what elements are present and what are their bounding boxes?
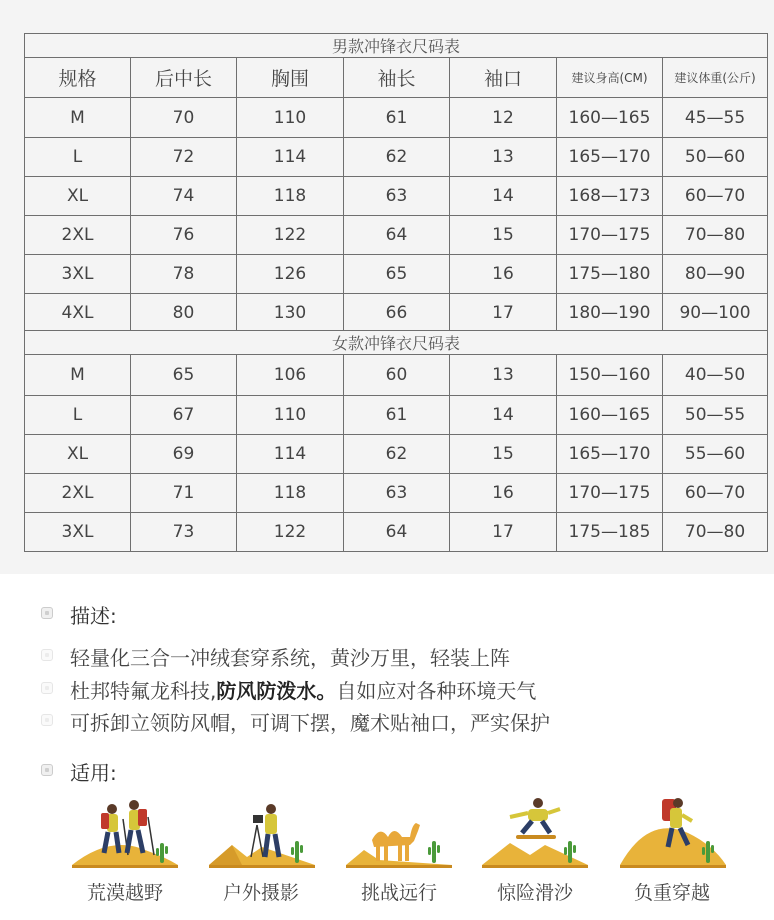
cell-sleeve: 63 bbox=[344, 177, 450, 216]
table-row bbox=[25, 294, 768, 333]
bullet-icon bbox=[41, 682, 53, 694]
cell-cuff: 17 bbox=[450, 513, 557, 552]
cell-size: XL bbox=[25, 177, 131, 216]
cell-height: 165—170 bbox=[557, 435, 663, 474]
cell-back-length: 67 bbox=[131, 396, 237, 435]
men-size-table bbox=[24, 33, 768, 333]
table-row bbox=[25, 355, 768, 396]
cell-size: 2XL bbox=[25, 216, 131, 255]
cell-height: 175—180 bbox=[557, 255, 663, 294]
col-header-cuff: 袖口 bbox=[450, 58, 557, 98]
cell-chest: 114 bbox=[237, 435, 344, 474]
cell-size: 3XL bbox=[25, 255, 131, 294]
cell-height: 175—185 bbox=[557, 513, 663, 552]
cell-weight: 80—90 bbox=[663, 255, 768, 294]
cell-weight: 40—50 bbox=[663, 355, 768, 396]
cell-weight: 45—55 bbox=[663, 98, 768, 138]
cell-back-length: 71 bbox=[131, 474, 237, 513]
table-row bbox=[25, 138, 768, 177]
table-row bbox=[25, 474, 768, 513]
cell-cuff: 14 bbox=[450, 177, 557, 216]
desert-hiking-icon bbox=[70, 795, 180, 870]
cell-size: M bbox=[25, 98, 131, 138]
cell-weight: 60—70 bbox=[663, 474, 768, 513]
usage-label-desert-hiking: 荒漠越野 bbox=[86, 882, 163, 904]
cell-chest: 122 bbox=[237, 216, 344, 255]
col-header-size: 规格 bbox=[25, 58, 131, 98]
cell-sleeve: 64 bbox=[344, 216, 450, 255]
cell-cuff: 16 bbox=[450, 255, 557, 294]
cell-cuff: 13 bbox=[450, 138, 557, 177]
cell-height: 165—170 bbox=[557, 138, 663, 177]
table-row bbox=[25, 396, 768, 435]
cell-weight: 70—80 bbox=[663, 513, 768, 552]
cell-back-length: 73 bbox=[131, 513, 237, 552]
cell-weight: 60—70 bbox=[663, 177, 768, 216]
usage-label-sand-sliding: 惊险滑沙 bbox=[496, 882, 573, 904]
cell-chest: 118 bbox=[237, 474, 344, 513]
cell-cuff: 13 bbox=[450, 355, 557, 396]
cell-height: 180—190 bbox=[557, 294, 663, 333]
cell-size: XL bbox=[25, 435, 131, 474]
cell-back-length: 65 bbox=[131, 355, 237, 396]
sand-sliding-icon bbox=[480, 795, 590, 870]
table-row bbox=[25, 177, 768, 216]
cell-sleeve: 63 bbox=[344, 474, 450, 513]
cell-chest: 110 bbox=[237, 396, 344, 435]
cell-cuff: 15 bbox=[450, 435, 557, 474]
cell-back-length: 69 bbox=[131, 435, 237, 474]
camel-trek-icon bbox=[344, 795, 454, 870]
cell-weight: 55—60 bbox=[663, 435, 768, 474]
col-header-back-length: 后中长 bbox=[131, 58, 237, 98]
cell-size: L bbox=[25, 396, 131, 435]
cell-back-length: 70 bbox=[131, 98, 237, 138]
cell-cuff: 16 bbox=[450, 474, 557, 513]
cell-back-length: 78 bbox=[131, 255, 237, 294]
usage-label-outdoor-photography: 户外摄影 bbox=[222, 882, 299, 904]
cell-chest: 114 bbox=[237, 138, 344, 177]
cell-chest: 110 bbox=[237, 98, 344, 138]
col-header-height: 建议身高(CM) bbox=[557, 58, 663, 98]
cell-size: 3XL bbox=[25, 513, 131, 552]
cell-weight: 50—60 bbox=[663, 138, 768, 177]
table-row bbox=[25, 513, 768, 552]
cell-sleeve: 61 bbox=[344, 98, 450, 138]
women-size-table bbox=[24, 330, 768, 552]
cell-size: M bbox=[25, 355, 131, 396]
cell-weight: 50—55 bbox=[663, 396, 768, 435]
cell-cuff: 17 bbox=[450, 294, 557, 333]
outdoor-photography-icon bbox=[207, 795, 317, 870]
usage-label-camel-trek: 挑战远行 bbox=[360, 882, 437, 904]
cell-back-length: 72 bbox=[131, 138, 237, 177]
table-row bbox=[25, 98, 768, 138]
cell-sleeve: 62 bbox=[344, 435, 450, 474]
cell-sleeve: 64 bbox=[344, 513, 450, 552]
cell-chest: 122 bbox=[237, 513, 344, 552]
usage-label-backpack-crossing: 负重穿越 bbox=[633, 882, 710, 904]
cell-chest: 118 bbox=[237, 177, 344, 216]
cell-back-length: 74 bbox=[131, 177, 237, 216]
cell-height: 160—165 bbox=[557, 396, 663, 435]
table-header-row bbox=[25, 58, 768, 98]
cell-weight: 90—100 bbox=[663, 294, 768, 333]
cell-chest: 126 bbox=[237, 255, 344, 294]
cell-height: 150—160 bbox=[557, 355, 663, 396]
men-table-title: 男款冲锋衣尺码表 bbox=[25, 34, 768, 58]
bullet-icon bbox=[41, 714, 53, 726]
description-line-2 bbox=[70, 675, 536, 704]
cell-weight: 70—80 bbox=[663, 216, 768, 255]
description-line-2-highlight: 防风防泼水。 bbox=[216, 679, 337, 703]
cell-cuff: 15 bbox=[450, 216, 557, 255]
cell-cuff: 12 bbox=[450, 98, 557, 138]
cell-chest: 106 bbox=[237, 355, 344, 396]
cell-size: L bbox=[25, 138, 131, 177]
cell-height: 170—175 bbox=[557, 216, 663, 255]
cell-size: 2XL bbox=[25, 474, 131, 513]
description-line-3: 可拆卸立领防风帽，可调下摆，魔术贴袖口，严实保护 bbox=[70, 711, 550, 735]
cell-size: 4XL bbox=[25, 294, 131, 333]
description-heading: 描述: bbox=[70, 604, 117, 628]
cell-height: 170—175 bbox=[557, 474, 663, 513]
cell-back-length: 76 bbox=[131, 216, 237, 255]
cell-back-length: 80 bbox=[131, 294, 237, 333]
description-line-2-rest: 自如应对各种环境天气 bbox=[336, 679, 537, 703]
bullet-icon bbox=[41, 649, 53, 661]
cell-chest: 130 bbox=[237, 294, 344, 333]
col-header-chest: 胸围 bbox=[237, 58, 344, 98]
table-row bbox=[25, 435, 768, 474]
backpack-crossing-icon bbox=[618, 795, 728, 870]
description-line-1: 轻量化三合一冲绒套穿系统，黄沙万里，轻装上阵 bbox=[70, 646, 510, 670]
cell-cuff: 14 bbox=[450, 396, 557, 435]
cell-sleeve: 61 bbox=[344, 396, 450, 435]
cell-sleeve: 60 bbox=[344, 355, 450, 396]
table-row bbox=[25, 255, 768, 294]
usage-heading: 适用: bbox=[70, 761, 117, 785]
table-row bbox=[25, 216, 768, 255]
women-table-title: 女款冲锋衣尺码表 bbox=[25, 331, 768, 355]
cell-sleeve: 66 bbox=[344, 294, 450, 333]
description-bullet-icon bbox=[41, 607, 53, 619]
col-header-weight: 建议体重(公斤) bbox=[663, 58, 768, 98]
description-line-2-text: 杜邦特氟龙科技, bbox=[70, 679, 217, 703]
col-header-sleeve: 袖长 bbox=[344, 58, 450, 98]
cell-sleeve: 65 bbox=[344, 255, 450, 294]
cell-height: 168—173 bbox=[557, 177, 663, 216]
cell-height: 160—165 bbox=[557, 98, 663, 138]
usage-bullet-icon bbox=[41, 764, 53, 776]
cell-sleeve: 62 bbox=[344, 138, 450, 177]
